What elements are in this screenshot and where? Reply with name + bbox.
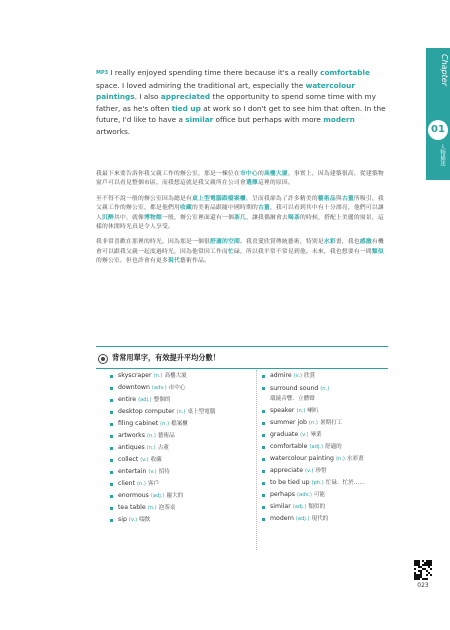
en-text: space. I loved admiring the traditional art, especially the (96, 80, 306, 90)
vocab-item: tea table (n.) 泡茶桌 (110, 502, 260, 514)
vocab-item: artworks (n.) 藝術品 (110, 430, 260, 442)
vocab-item: modern (adj.) 現代的 (262, 513, 412, 525)
vocab-item: comfortable (adj.) 舒適的 (262, 441, 412, 453)
en-text: at work so I don't get to see him that often. In the future, I'd like to have a (96, 103, 386, 125)
zh-text: 與 (335, 195, 342, 202)
vocab-item: enormous (adj.) 龐大的 (110, 490, 260, 502)
target-icon (98, 354, 108, 364)
en-highlight: modern (323, 115, 355, 125)
vocab-item: filing cabinet (n.) 檔案櫃 (110, 418, 260, 430)
vocab-list-left (110, 370, 260, 526)
zh-highlight: 水彩 (323, 239, 336, 246)
zh-highlight: 沉醉 (102, 214, 114, 221)
zh-text: 的辦公室，但也許會有更多 (96, 258, 168, 265)
zh-highlight: 喝茶 (287, 214, 300, 221)
chapter-label: Chapter (440, 54, 449, 86)
en-text: I really enjoyed spending time there because it's a really (108, 68, 321, 77)
vocab-title: 背常用單字，有效提升平均分數！ (112, 353, 220, 362)
vocab-item: entertain (v.) 招待 (110, 466, 260, 478)
vocab-item: sip (v.) 啜飲 (110, 514, 260, 526)
zh-highlight: 忙 (227, 248, 234, 255)
zh-text: 我最下來要告訴你我父親工作的辦公室，那是一棟位在 (96, 171, 240, 177)
en-text: . I also (134, 92, 161, 102)
zh-highlight: 藝術品 (317, 195, 336, 202)
chapter-title: 人物描述 (439, 144, 445, 166)
zh-highlight: 古董 (257, 205, 270, 212)
qr-module (426, 574, 428, 576)
zh-highlight: 市中心 (239, 171, 258, 177)
vocab-item: surround sound (n.) 環繞音響．立體聲 (262, 382, 412, 405)
zh-text: 我非常喜歡在那裡的時光，因為那是一個很 (96, 239, 210, 246)
zh-highlight: 感激 (359, 239, 372, 246)
zh-text: 一般，辦公室裡面還有一個 (162, 214, 234, 221)
vocab-item: similar (adj.) 類似的 (262, 501, 412, 513)
en-highlight: appreciated (160, 92, 211, 102)
zh-text: 這裡的原因。 (257, 180, 294, 187)
zh-highlight: 古董 (341, 195, 354, 202)
vocab-item: antiques (n.) 古董 (110, 442, 260, 454)
zh-highlight: 高樓大廈 (263, 171, 288, 177)
en-highlight: similar (185, 115, 214, 125)
qr-module (430, 564, 432, 566)
chapter-tab[interactable] (426, 48, 450, 180)
zh-text: 。我喜愛欣賞傳統藝術，特別是 (239, 239, 324, 246)
qr-module (418, 578, 420, 580)
zh-highlight: 類似 (371, 248, 384, 255)
chinese-translation (96, 170, 388, 270)
vocab-item: perhaps (adv.) 可能 (262, 489, 412, 501)
zh-text: ，事實上，因為建築很高，從建築物窗戶可以看見整個市區，而我想這就是我父親所在公司會 (96, 171, 384, 187)
column-divider (256, 370, 257, 550)
zh-text: 的時候，搭配上美麗的窗景，這樣的休閒時光真是令人享受。 (96, 214, 384, 231)
mp3-audio-icon[interactable]: MP3 (96, 70, 109, 76)
en-highlight: comfortable (320, 68, 370, 77)
divider (96, 346, 388, 347)
zh-highlight: 博物館 (144, 214, 162, 221)
qr-module (426, 578, 428, 580)
zh-paragraph-2 (96, 195, 388, 233)
qr-module (430, 568, 432, 570)
zh-paragraph-3 (96, 238, 388, 266)
vocab-item: downtown (adv.) 市中心 (110, 382, 260, 394)
en-text: artworks. (96, 126, 131, 136)
vocab-item: client (n.) 客戶 (110, 478, 260, 490)
vocab-item: speaker (n.) 喇叭 (262, 405, 412, 417)
zh-highlight: 茶几 (233, 214, 246, 221)
vocab-section-header (96, 352, 388, 366)
zh-text: ，呈而我卻為了許多精美的 (245, 195, 318, 202)
zh-highlight: 舒適的空間 (209, 239, 240, 246)
page-number: 023 (417, 582, 429, 589)
zh-highlight: 現代 (167, 258, 180, 265)
zh-text: 藝術作品。 (179, 258, 210, 265)
zh-text: 的美術品跟隨中國時期的 (191, 205, 258, 212)
en-text: the opportunity to spend some time with my father, as he's often (96, 92, 376, 113)
zh-text: 碌 (233, 248, 240, 255)
zh-highlight: 桌上型電腦跟檔案櫃 (191, 195, 246, 202)
zh-text: ，讓我偶爾會去 (245, 214, 288, 221)
qr-module (414, 568, 416, 570)
vocab-item: appreciate (v.) 珍惜 (262, 465, 412, 477)
qr-module (430, 574, 432, 576)
zh-text: 有機會可以跟我父親一起度過時光，因為他常因工作而 (96, 239, 384, 255)
vocab-item: desktop computer (n.) 桌上型電腦 (110, 406, 260, 418)
en-text: office but perhaps with more (213, 115, 324, 125)
zh-text: 畫，我也 (335, 239, 360, 246)
vocab-item: entire (adj.) 整個的 (110, 394, 260, 406)
en-highlight: tied up (171, 103, 201, 113)
zh-text: 至不得不說一般的辦公室因為總是有 (96, 195, 192, 202)
english-paragraph (96, 67, 388, 138)
zh-text: 的 (257, 171, 264, 177)
zh-highlight: 收藏 (179, 205, 192, 212)
vocab-list-right (262, 370, 412, 525)
zh-text: ，所以我平常不常見到他。未來，我也想要有一間 (239, 248, 372, 255)
zh-text: 所吸引，我父親工作的辦公室，都是他們用 (96, 195, 384, 212)
vocab-item: graduate (v.) 畢業 (262, 429, 412, 441)
zh-paragraph-1 (96, 170, 388, 189)
divider (96, 368, 388, 369)
zh-text: 其中，就像 (114, 214, 144, 221)
vocab-item: admire (v.) 欣賞 (262, 370, 412, 382)
en-highlight: watercolour paintings (96, 80, 355, 102)
qr-code[interactable] (414, 560, 432, 580)
vocab-item: watercolour painting (n.) 水彩畫 (262, 453, 412, 465)
vocab-item: summer job (n.) 暑期打工 (262, 417, 412, 429)
vocab-item: to be tied up (ph.) 忙碌．忙於…… (262, 477, 412, 489)
vocab-item: collect (v.) 收藏 (110, 454, 260, 466)
zh-text: ，我可以看到其中有十分漂亮，他們可以讓人 (96, 205, 384, 221)
zh-highlight: 選擇 (245, 180, 258, 187)
chapter-number: 01 (428, 120, 448, 140)
vocab-item: skyscraper (n.) 高樓大廈 (110, 370, 260, 382)
